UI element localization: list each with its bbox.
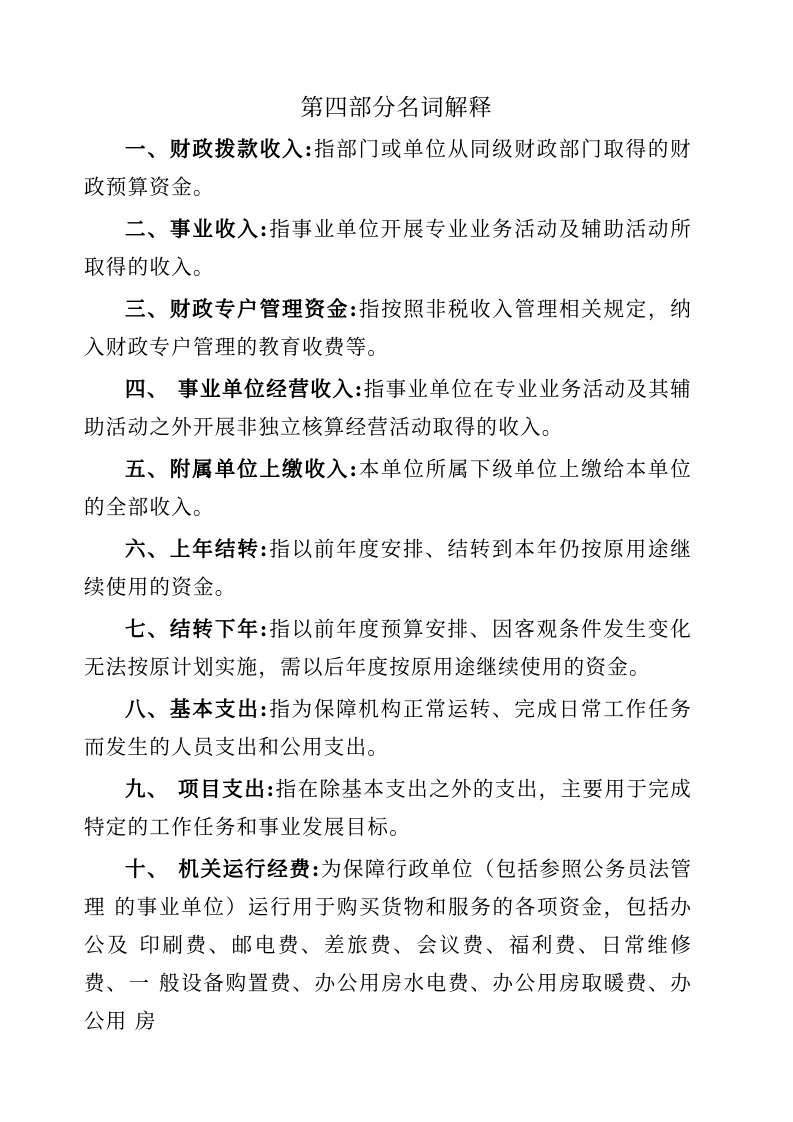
- term-definition: 指事业单位在专业业务活动及其辅助活动之外开展非独立核算经营活动取得的收入。: [84, 377, 692, 439]
- definition-entry-8: [84, 690, 692, 766]
- definition-entry-10: [84, 850, 692, 1040]
- term-label: 三、财政专户管理资金:: [125, 297, 359, 321]
- term-definition: 指事业单位开展专业业务活动及辅助活动所取得的收入。: [84, 217, 692, 279]
- definition-entry-1: [84, 130, 692, 206]
- term-definition: 指部门或单位从同级财政部门取得的财政预算资金。: [84, 137, 692, 199]
- term-label: 四、 事业单位经营收入:: [125, 377, 364, 401]
- term-definition: 指以前年度预算安排、因客观条件发生变化无法按原计划实施，需以后年度按原用途继续使用的资金。: [84, 617, 692, 679]
- term-definition: 指在除基本支出之外的支出，主要用于完成特定的工作任务和事业发展目标。: [84, 777, 692, 839]
- term-label: 九、 项目支出:: [125, 777, 276, 801]
- term-label: 五、附属单位上缴收入:: [125, 457, 359, 481]
- term-label: 一、财政拨款收入:: [125, 137, 314, 161]
- term-definition: 指按照非税收入管理相关规定，纳入财政专户管理的教育收费等。: [84, 297, 692, 359]
- definition-entry-6: [84, 530, 692, 606]
- term-label: 七、结转下年:: [125, 617, 269, 641]
- definition-entry-2: [84, 210, 692, 286]
- term-label: 十、 机关运行经费:: [125, 857, 321, 881]
- definition-entry-4: [84, 370, 692, 446]
- definition-entry-5: [84, 450, 692, 526]
- term-definition: 为保障行政单位（包括参照公务员法管理 的事业单位）运行用于购买货物和服务的各项资金，包括办公及 印刷费、邮电费、差旅费、会议费、福利费、日常维修费、一 般设备购置费、办公用房水电费、办公用房取暖费、办公用 房: [84, 857, 692, 1033]
- page-title: 第四部分名词解释: [300, 95, 493, 121]
- term-definition: 本单位所属下级单位上缴给本单位的全部收入。: [84, 457, 692, 519]
- definition-entry-3: [84, 290, 692, 366]
- term-definition: 指为保障机构正常运转、完成日常工作任务而发生的人员支出和公用支出。: [84, 697, 692, 759]
- term-definition: 指以前年度安排、结转到本年仍按原用途继续使用的资金。: [84, 537, 692, 599]
- term-label: 二、事业收入:: [125, 217, 269, 241]
- term-label: 六、上年结转:: [125, 537, 269, 561]
- definition-entry-9: [84, 770, 692, 846]
- definition-entry-7: [84, 610, 692, 686]
- definition-list: [84, 130, 692, 1044]
- term-label: 八、基本支出:: [125, 697, 269, 721]
